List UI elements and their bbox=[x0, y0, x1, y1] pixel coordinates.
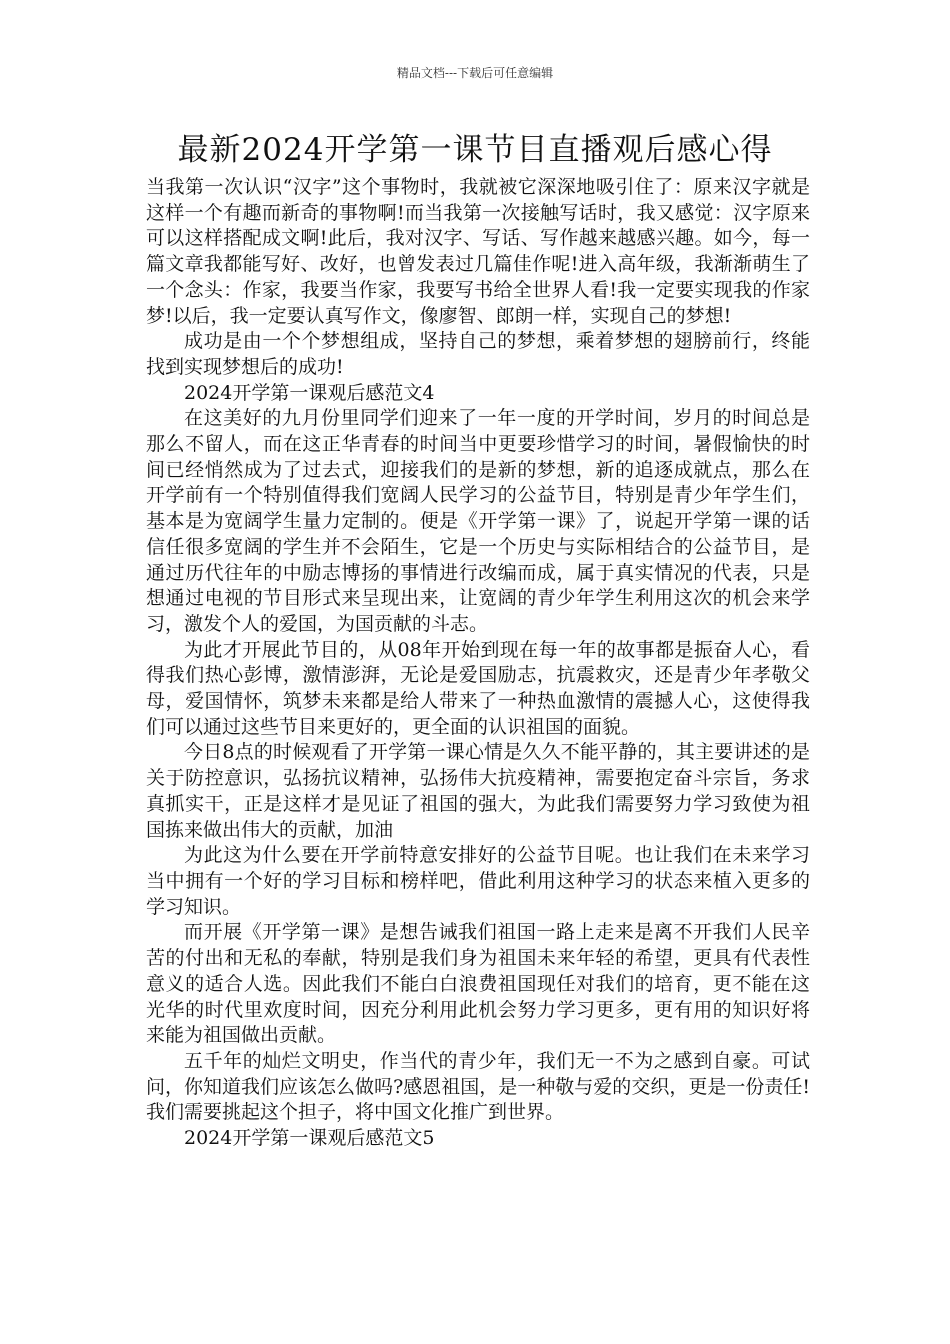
section-heading-4: 2024开学第一课观后感范文4 bbox=[184, 381, 435, 404]
paragraph-8: 五千年的灿烂文明史，作当代的青少年，我们无一不为之感到自豪。可试问，你知道我们应该怎么做吗?感恩祖国，是一种敬与爱的交织，更是一份责任!我们需要挑起这个担子，将中国文化推广到世界。 bbox=[146, 1049, 810, 1124]
paragraph-3: 在这美好的九月份里同学们迎来了一年一度的开学时间，岁月的时间总是那么不留人，而在这正华青春的时间当中更要珍惜学习的时间，暑假愉快的时间已经悄然成为了过去式，迎接我们的是新的梦想，新的追逐成就点，那么在开学前有一个特别值得我们宽阔人民学习的公益节目，特别是青少年学生们，基本是为宽阔学生量力定制的。便是《开学第一课》了，说起开学第一课的话信任很多宽阔的学生并不会陌生，它是一个历史与实际相结合的公益节目，是通过历代往年的中励志博扬的事情进行改编而成，属于真实情况的代表，只是想通过电视的节目形式来呈现出来，让宽阔的青少年学生利用这次的机会来学习，激发个人的爱国，为国贡献的斗志。 bbox=[146, 407, 810, 635]
document-body bbox=[146, 175, 810, 1152]
paragraph-2: 成功是由一个个梦想组成，坚持自己的梦想，乘着梦想的翅膀前行，终能找到实现梦想后的成功! bbox=[146, 330, 810, 378]
paragraph-6: 为此这为什么要在开学前特意安排好的公益节目呢。也让我们在未来学习当中拥有一个好的学习目标和榜样吧，借此利用这种学习的状态来植入更多的学习知识。 bbox=[146, 844, 810, 918]
header-note: 精品文档---下载后可任意编辑 bbox=[396, 66, 554, 80]
section-heading-5: 2024开学第一课观后感范文5 bbox=[184, 1127, 435, 1150]
paragraph-4: 为此才开展此节目的，从08年开始到现在每一年的故事都是振奋人心，看得我们热心彭博，激情澎湃，无论是爱国励志，抗震救灾，还是青少年孝敬父母，爱国情怀，筑梦未来都是给人带来了一种热血激情的震撼人心，这使得我们可以通过这些节目来更好的，更全面的认识祖国的面貌。 bbox=[146, 638, 810, 738]
document-title: 最新2024开学第一课节目直播观后感心得 bbox=[177, 132, 773, 168]
paragraph-5: 今日8点的时候观看了开学第一课心情是久久不能平静的，其主要讲述的是关于防控意识，弘扬抗议精神，弘扬伟大抗疫精神，需要抱定奋斗宗旨，务求真抓实干，正是这样才是见证了祖国的强大，为此我们需要努力学习致使为祖国拣来做出伟大的贡献，加油 bbox=[146, 741, 810, 841]
paragraph-1: 当我第一次认识“汉字”这个事物时，我就被它深深地吸引住了：原来汉字就是这样一个有趣而新奇的事物啊!而当我第一次接触写话时，我又感觉：汉字原来可以这样搭配成文啊!此后，我对汉字、写话、写作越来越感兴趣。如今，每一篇文章我都能写好、改好，也曾发表过几篇佳作呢!进入高年级，我渐渐萌生了一个念头：作家，我要当作家，我要写书给全世界人看!我一定要实现我的作家梦!以后，我一定要认真写作文，像廖智、郎朗一样，实现自己的梦想! bbox=[146, 176, 810, 327]
paragraph-7: 而开展《开学第一课》是想告诫我们祖国一路上走来是离不开我们人民辛苦的付出和无私的奉献，特别是我们身为祖国未来年轻的希望，更具有代表性意义的适合人选。因此我们不能白白浪费祖国现任对我们的培育，更不能在这光华的时代里欢度时间，因充分利用此机会努力学习更多，更有用的知识好将来能为祖国做出贡献。 bbox=[146, 921, 810, 1047]
